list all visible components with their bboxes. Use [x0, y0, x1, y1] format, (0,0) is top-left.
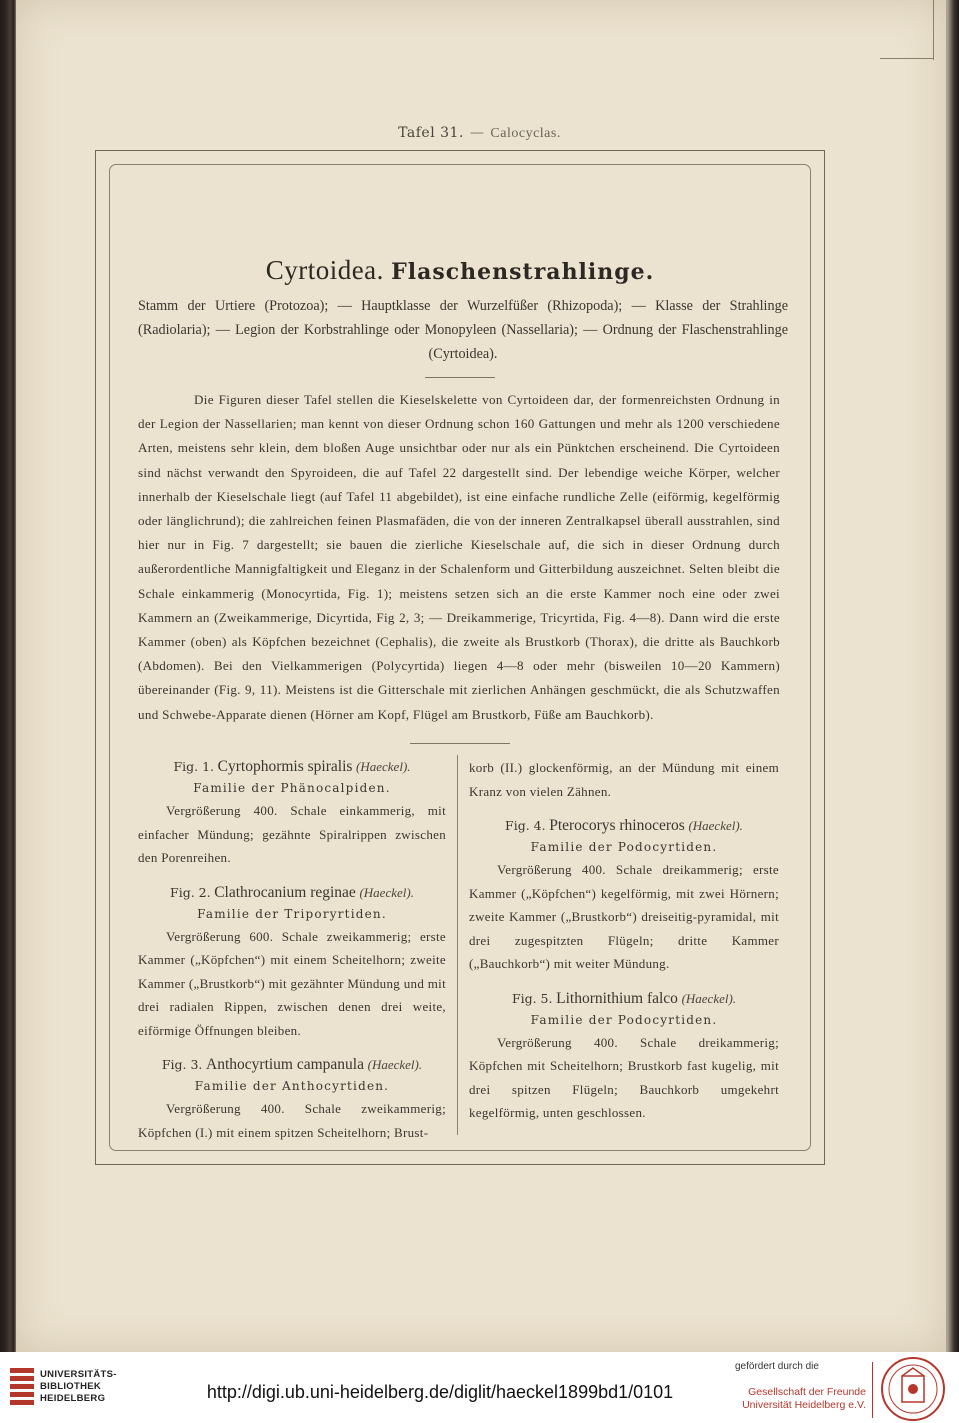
- title-german: Flaschenstrahlinge.: [391, 259, 655, 285]
- figure-author: (Haeckel).: [681, 990, 737, 1006]
- column-divider: [457, 755, 458, 1135]
- library-name: [40, 1369, 117, 1405]
- figure-author: (Haeckel).: [688, 818, 743, 833]
- figure-description: Vergrößerung 400. Schale dreikammerig; Köpfchen mit Scheitelhorn; Brustkorb fast kugelig, mit drei spitzen Flügeln; Bauchkorb umgekehrt kegelförmig, unten geschlossen.: [469, 1034, 779, 1120]
- permalink-url[interactable]: http://digi.ub.uni-heidelberg.de/diglit/haeckel1899bd1/0101: [206, 1382, 674, 1402]
- figure-author: (Haeckel).: [356, 759, 411, 774]
- viewer-footer: [0, 1352, 959, 1423]
- figure-species: Lithornithium falco: [556, 989, 678, 1007]
- page-title: [95, 255, 825, 286]
- divider-rule: [425, 377, 495, 378]
- figure-family: Familie der Podocyrtiden.: [530, 1012, 718, 1027]
- figure-heading: [138, 882, 446, 904]
- library-name-line: BIBLIOTHEK: [40, 1381, 102, 1392]
- page-edge-line: [880, 58, 934, 59]
- title-latin: Cyrtoidea.: [265, 255, 384, 285]
- figure-author: (Haeckel).: [367, 1057, 423, 1072]
- figure-heading: [469, 815, 779, 837]
- page-edge-line: [933, 0, 934, 60]
- left-column: [138, 756, 446, 1156]
- funder-name-line: Gesellschaft der Freunde: [748, 1386, 866, 1398]
- figure-species: Clathrocanium reginae: [214, 883, 356, 901]
- footer-divider: [872, 1362, 873, 1418]
- figure-description: Vergrößerung 400. Schale einkammerig, mit einfacher Mündung; gezähnte Spiralrippen zwischen den Porenreihen.: [138, 803, 446, 865]
- figure-number: Fig. 3.: [161, 1057, 203, 1072]
- figure-number: Fig. 2.: [170, 884, 211, 900]
- figure-species: Cyrtophormis spiralis: [217, 758, 353, 775]
- figure-heading: [138, 756, 446, 778]
- right-column: [469, 756, 779, 1137]
- figure-description: Vergrößerung 400. Schale dreikammerig; erste Kammer („Köpfchen“) kegelförmig, mit zwei Hörnern; zweite Kammer („Brustkorb“) dreiseitig-pyramidal, mit drei zugespitzten Flügeln; dritte Kammer („Bauchkorb“) mit weiter Mündung.: [469, 862, 779, 971]
- figure-species: Pterocorys rhinoceros: [549, 817, 685, 834]
- figure-family: Familie der Podocyrtiden.: [530, 840, 718, 854]
- divider-rule: [410, 743, 510, 744]
- figure-description: Vergrößerung 400. Schale zweikammerig; Köpfchen (I.) mit einem spitzen Scheitelhorn; Brust-: [138, 1101, 446, 1140]
- figure-description: Vergrößerung 600. Schale zweikammerig; erste Kammer („Köpfchen“) mit einem Scheitelhorn; zweite Kammer („Brustkorb“) mit gezähnter Mündung und mit drei radialen Rippen, zwischen denen drei weite, eiförmige Öffnungen bleiben.: [138, 928, 446, 1038]
- figure-family: Familie der Triporyrtiden.: [197, 906, 387, 921]
- figure-heading: [138, 1054, 446, 1076]
- plate-number: Tafel 31.: [398, 125, 464, 141]
- funded-by-label: gefördert durch die: [735, 1361, 819, 1372]
- funder-name: [736, 1386, 866, 1412]
- figure-number: Fig. 4.: [505, 818, 546, 833]
- figure-number: Fig. 1.: [173, 759, 215, 774]
- figure-family: Familie der Anthocyrtiden.: [194, 1079, 390, 1093]
- figure-species: Anthocyrtium campanula: [206, 1056, 364, 1073]
- intro-paragraph: Die Figuren dieser Tafel stellen die Kieselskelette von Cyrtoideen dar, der formenreichsten Ordnung in der Legion der Nassellarien; man kennt von dieser Ordnung schon 160 Gattungen und mehr als 1200 verschiedene Arten, meistens sehr klein, dem bloßen Auge unsichtbar oder nur als ein Pünktchen erscheinend. Die Cyrtoideen sind nächst verwandt den Spyroideen, die auf Tafel 22 dargestellt sind. Der lebendige weiche Körper, welcher innerhalb der Kieselschale liegt (auf Tafel 11 abgebildet), ist eine einfache rundliche Zelle (eiförmig, kegelförmig oder länglichrund); die zahlreichen feinen Plasmafäden, die von der inneren Zentralkapsel überall ausstrahlen, sind hier nur in Fig. 7 dargestellt; sie bauen die zierliche Kieselschale auf, die sich in dieser Ordnung durch außerordentliche Mannigfaltigkeit und Eleganz in der Schalenform und Gitterbildung auszeichnet. Selten bleibt die Schale einkammerig (Monocyrtida, Fig. 1); meistens setzen sich an die erste Kammer noch eine oder zwei Kammern an (Zweikammerige, Dicyrtida, Fig 2, 3; — Dreikammerige, Tricyrtida, Fig. 4—8). Dann wird die erste Kammer (oben) als Köpfchen bezeichnet (Cephalis), die zweite als Brustkorb (Thorax), die dritte als Bauchkorb (Abdomen). Bei den Vielkammerigen (Polycyrtida) liegen 4—8 oder mehr (bisweilen 10—20 Kammern) übereinander (Fig. 9, 11). Meistens ist die Gitterschale mit zierlichen Anhängen geschmückt, die als Schutzwaffen und Schwebe-Apparate dienen (Hörner am Kopf, Flügel am Brustkorb, Füße am Bauchkorb).: [138, 392, 780, 722]
- university-seal-icon: [880, 1356, 946, 1422]
- plate-genus: Calocyclas.: [490, 126, 561, 141]
- classification-text: Stamm der Urtiere (Protozoa); — Hauptklasse der Wurzelfüßer (Rhizopoda); — Klasse der Strahlinge (Radiolaria); — Legion der Korbstrahlinge oder Monopyleen (Nassellaria); — Ordnung der Flaschenstrahlinge (Cyrtoidea).: [138, 298, 788, 362]
- library-name-line: HEIDELBERG: [40, 1393, 106, 1404]
- library-name-line: UNIVERSITÄTS-: [40, 1369, 117, 1380]
- figure-heading: [469, 988, 779, 1010]
- figure-description-continued: korb (II.) glockenförmig, an der Mündung mit einem Kranz von vielen Zähnen.: [469, 760, 779, 799]
- running-head: [0, 125, 959, 142]
- running-head-separator: —: [469, 125, 485, 141]
- figure-author: (Haeckel).: [359, 884, 414, 900]
- university-library-logo-icon: [10, 1368, 34, 1406]
- figure-number: Fig. 5.: [511, 990, 553, 1006]
- funder-name-line: Universität Heidelberg e.V.: [742, 1399, 866, 1411]
- figure-family: Familie der Phänocalpiden.: [193, 781, 391, 795]
